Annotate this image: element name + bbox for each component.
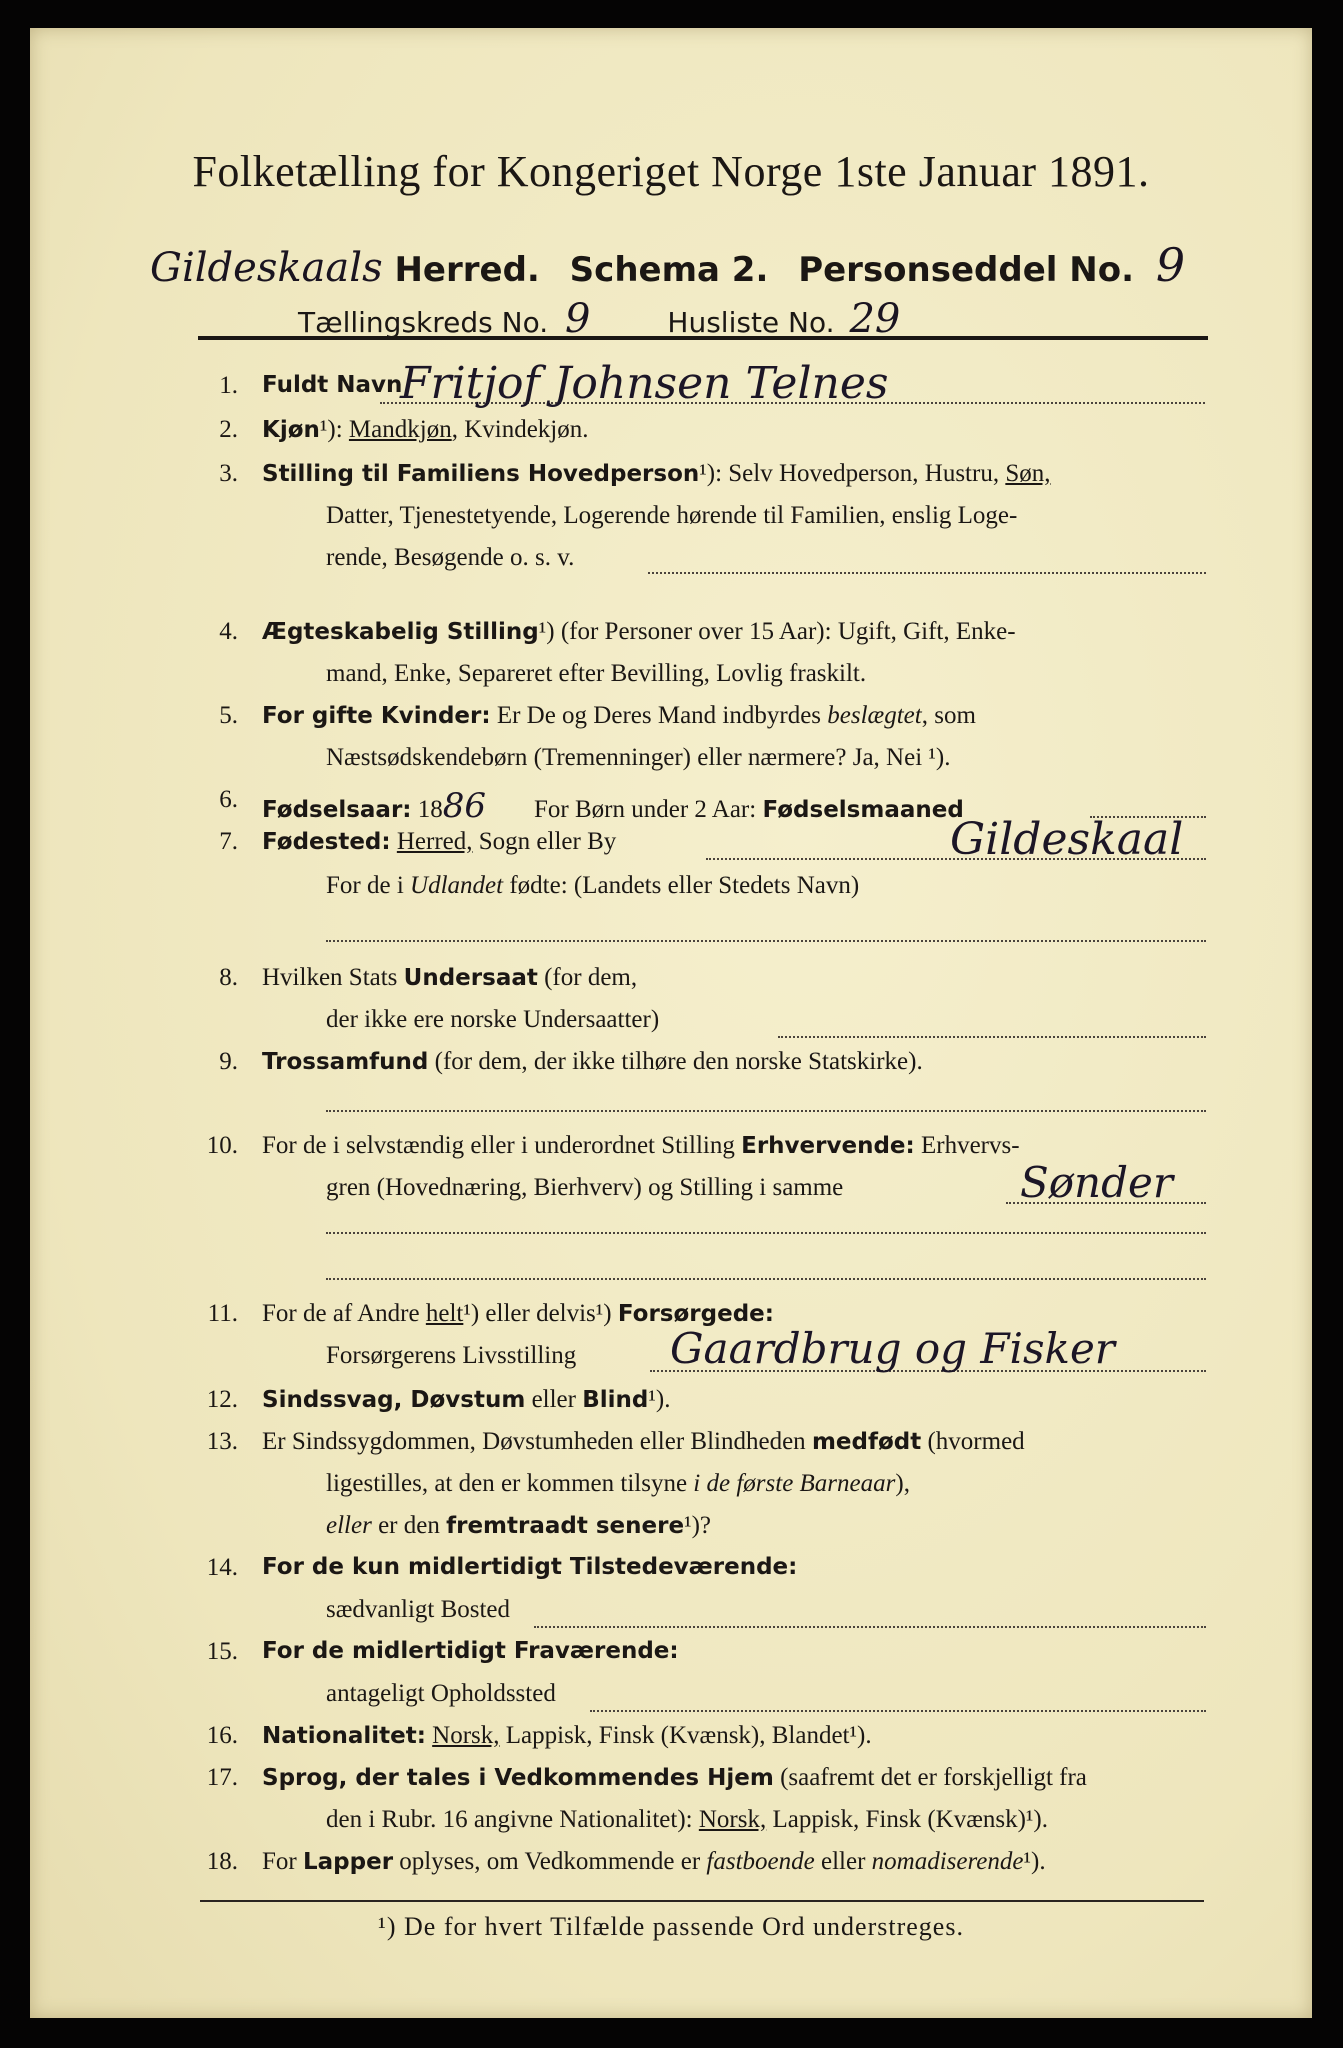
item-text [262, 964, 637, 992]
line2-end: Lappisk, Finsk (Kvænsk)¹). [766, 1806, 1049, 1833]
item-label: Erhvervende: [741, 1133, 915, 1159]
item-italic: beslægtet [827, 702, 922, 729]
item-text [262, 618, 1016, 646]
item-text [262, 1428, 1025, 1456]
fill-line [778, 1036, 1206, 1038]
item-line1: For de af Andre [262, 1300, 426, 1327]
item-label: For de midlertidigt Fraværende: [262, 1638, 679, 1664]
item-text [262, 1764, 1087, 1792]
option-norsk-sprog: Norsk, [698, 1806, 767, 1833]
item-line2: Forsørgerens Livsstilling [326, 1342, 577, 1369]
fill-line [326, 1110, 1206, 1112]
option-herred: Herred, [396, 828, 473, 855]
provider-occupation-value: Gaardbrug og Fisker [670, 1324, 1115, 1373]
item-label: Kjøn [262, 417, 320, 443]
herred-label: Herred. [394, 250, 540, 290]
item-number: 12. [206, 1386, 238, 1413]
item-line2: Datter, Tjenestetyende, Logerende hørende til Familien, enslig Loge- [326, 502, 1018, 529]
item-label: Trossamfund [262, 1049, 429, 1075]
item-line1: For [262, 1848, 303, 1875]
kreds-label: Tællingskreds No. [298, 306, 549, 339]
item-number: 1. [219, 372, 238, 399]
item-line2: Næstsødskendebørn (Tremenninger) eller nærmere? Ja, Nei ¹). [326, 744, 951, 771]
item-label: Stilling til Familiens Hovedperson [262, 461, 700, 487]
item-line2 [326, 872, 859, 900]
item-text [262, 1722, 872, 1750]
footnote-rule [200, 1900, 1204, 1902]
item-line3 [326, 1512, 711, 1540]
item-number: 11. [207, 1300, 238, 1327]
item-label: Fuldt Navn [262, 372, 403, 398]
line2-start: den i Rubr. 16 angivne Nationalitet): [326, 1806, 699, 1833]
husliste-label: Husliste No. [667, 306, 835, 339]
item-line2: gren (Hovednæring, Bierhverv) og Stilling i samme [326, 1174, 844, 1201]
item-line1: (for dem, [537, 964, 638, 991]
option-norsk: Norsk, [432, 1722, 500, 1749]
item-line1: (saafremt det er forskjelligt fra [773, 1764, 1087, 1791]
item-label-bold: Undersaat [403, 965, 538, 991]
item-label: For gifte Kvinder: [262, 703, 491, 729]
birth-year-value: 86 [442, 786, 487, 826]
item-rest: ¹). [648, 1386, 671, 1413]
line2-start: ligestilles, at den er kommen tilsyne [326, 1470, 694, 1497]
item-text [262, 786, 964, 826]
item-number: 14. [206, 1554, 238, 1581]
husliste-value: 29 [849, 296, 901, 342]
item-line2 [326, 1470, 910, 1498]
item-number: 18. [206, 1848, 238, 1875]
fill-line [326, 940, 1206, 942]
census-form-sheet [30, 28, 1312, 2018]
item-label: Sindssvag, Døvstum [262, 1387, 526, 1413]
item-number: 2. [219, 416, 238, 443]
schema-label: Schema 2. [569, 250, 769, 290]
item-rest: Lappisk, Finsk (Kvænsk), Blandet¹). [499, 1722, 872, 1749]
occupation-value: Sønder [1020, 1158, 1173, 1207]
line2-end: ), [895, 1470, 910, 1497]
item-line1: For de i selvstændig eller i underordnet Stilling [262, 1132, 742, 1159]
item-rest: ¹). [1023, 1848, 1046, 1875]
item-line1: Er De og Deres Mand indbyrdes [496, 702, 828, 729]
fill-line [326, 1278, 1206, 1280]
option-son: Søn, [1005, 460, 1051, 487]
item-number: 10. [206, 1132, 238, 1159]
item-line2 [326, 1806, 1048, 1834]
fill-line [648, 572, 1206, 574]
item-mid: eller [525, 1386, 583, 1413]
item-text [262, 1848, 1046, 1876]
option-helt: helt [425, 1300, 464, 1327]
birthplace-value: Gildeskaal [950, 814, 1184, 865]
item-text [262, 702, 976, 730]
item-line1-end: ¹) eller delvis¹) [463, 1300, 618, 1327]
kreds-value: 9 [565, 296, 591, 342]
line2-start: For de i [326, 872, 411, 899]
item-italic-1: fastboende [706, 1848, 815, 1875]
item-label2: Fødselsmaaned [762, 797, 964, 823]
form-title: Folketælling for Kongeriget Norge 1ste Januar 1891. [192, 147, 1150, 196]
item-number: 8. [219, 964, 238, 991]
item-line1: Er Sindssygdommen, Døvstumheden eller Blindheden [262, 1428, 812, 1455]
footnote: ¹) De for hvert Tilfælde passende Ord understreges. [378, 1912, 964, 1941]
item-number: 3. [219, 460, 238, 487]
item-label: Hvilken Stats [262, 964, 404, 991]
item-line2: sædvanligt Bosted [326, 1596, 511, 1623]
item-line1-end: (hvormed [921, 1428, 1025, 1455]
item-number: 7. [219, 828, 238, 855]
item-line1: (for dem, der ikke tilhøre den norske Statskirke). [428, 1048, 923, 1075]
line2-end: fødte: (Landets eller Stedets Navn) [503, 872, 860, 899]
item-number: 15. [206, 1638, 238, 1665]
item-line1-end: Erhvervs- [914, 1132, 1020, 1159]
item-italic-2: nomadiserende [871, 1848, 1024, 1875]
item-number: 9. [219, 1048, 238, 1075]
item-line2: mand, Enke, Separeret efter Bevilling, Lovlig fraskilt. [326, 660, 867, 687]
item-text [262, 416, 589, 444]
line3-italic: eller [326, 1512, 372, 1539]
item-number: 13. [206, 1428, 238, 1455]
herred-line [150, 238, 1185, 292]
item-text [262, 460, 1051, 488]
item-mid: For Børn under 2 Aar: [534, 796, 757, 823]
item-text [262, 828, 616, 856]
item-sup: ¹): [319, 416, 349, 443]
personseddel-label: Personseddel No. [798, 250, 1135, 290]
item-line1: ¹) (for Personer over 15 Aar): Ugift, Gift, Enke- [538, 618, 1016, 645]
item-label: Lapper [302, 1849, 394, 1875]
line2-italic: Udlandet [410, 872, 504, 899]
item-label: Ægteskabelig Stilling [262, 619, 539, 645]
herred-handwritten: Gildeskaals [150, 245, 383, 291]
item-text [262, 1386, 670, 1414]
item-number: 16. [206, 1722, 238, 1749]
name-value: Fritjof Johnsen Telnes [400, 358, 889, 409]
fill-line [534, 1626, 1206, 1628]
item-label2: Blind [582, 1387, 649, 1413]
item-text [262, 1132, 1020, 1160]
option-mandkjon: Mandkjøn [348, 416, 452, 443]
fill-line [326, 1232, 1206, 1234]
item-label2: fremtraadt senere [446, 1513, 685, 1539]
header-rule [198, 336, 1208, 340]
item-label: Sprog, der tales i Vedkommendes Hjem [262, 1765, 774, 1791]
item-number: 4. [219, 618, 238, 645]
personseddel-value: 9 [1155, 238, 1186, 292]
item-text [262, 1048, 923, 1076]
fill-line [590, 1710, 1206, 1712]
item-label: For de kun midlertidigt Tilstedeværende: [262, 1554, 798, 1580]
item-label: Fødested: [262, 829, 391, 855]
item-line2: antageligt Opholdssted [326, 1680, 556, 1707]
item-line1-mid: oplyses, om Vedkommende er [393, 1848, 707, 1875]
item-line1: ¹): Selv Hovedperson, Hustru, [699, 460, 1006, 487]
line3-end: ¹)? [684, 1512, 711, 1539]
item-label: Forsørgede: [617, 1301, 774, 1327]
item-rest: , Kvindekjøn. [451, 416, 589, 443]
line2-italic: i de første Barneaar [693, 1470, 896, 1497]
item-line2: der ikke ere norske Undersaatter) [326, 1006, 660, 1033]
item-number: 5. [219, 702, 238, 729]
item-line3: rende, Besøgende o. s. v. [326, 544, 575, 571]
item-label: Fødselsaar: [262, 797, 412, 823]
year-prefix: 18 [417, 796, 443, 823]
item-mid: eller [814, 1848, 872, 1875]
item-label: medfødt [811, 1429, 922, 1455]
item-number: 17. [206, 1764, 238, 1791]
item-number: 6. [219, 786, 238, 813]
item-label: Nationalitet: [262, 1723, 426, 1749]
item-rest: Sogn eller By [472, 828, 617, 855]
item-line1-end: , som [921, 702, 976, 729]
line3-start: er den [371, 1512, 447, 1539]
